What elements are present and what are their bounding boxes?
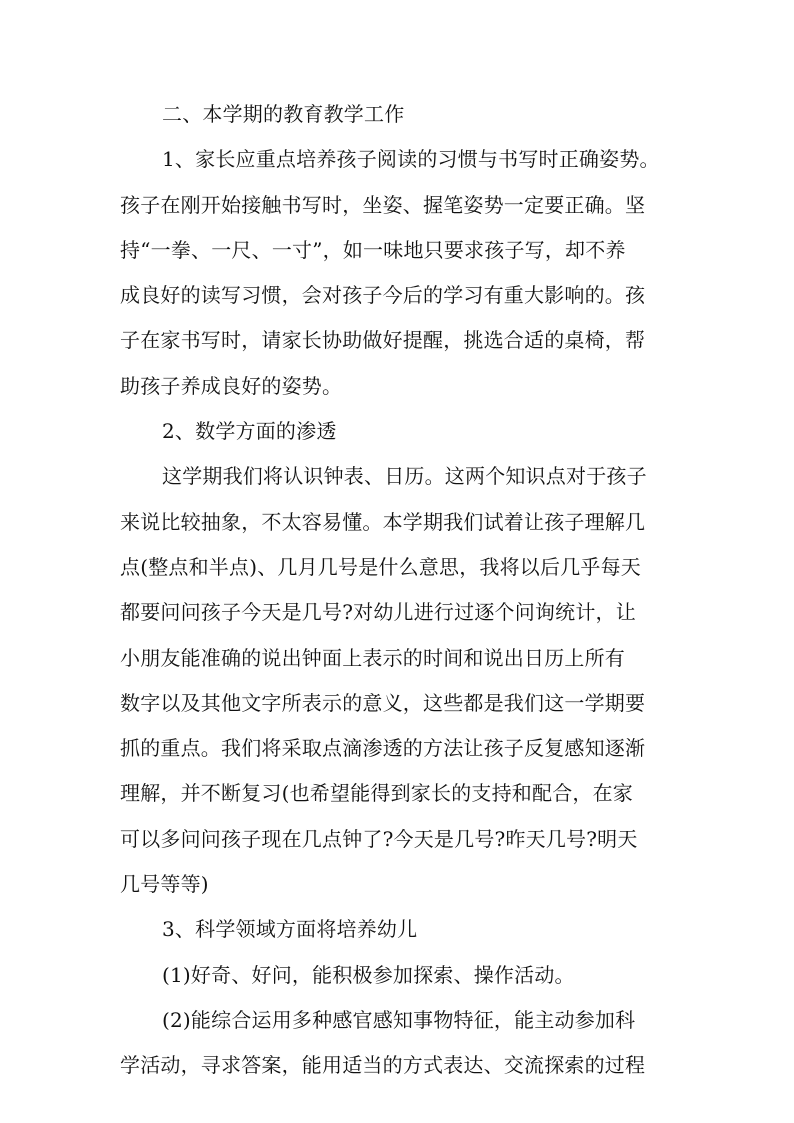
document-line: 2、数学方面的渗透: [162, 419, 337, 444]
document-line: 理解，并不断复习(也希望能得到家长的支持和配合，在家: [120, 781, 634, 806]
document-line: 抓的重点。我们将采取点滴渗透的方法让孩子反复感知逐渐: [120, 736, 646, 761]
document-line: 小朋友能准确的说出钟面上表示的时间和说出日历上所有: [120, 645, 625, 670]
document-line: (2)能综合运用多种感官感知事物特征，能主动参加科: [162, 1007, 636, 1032]
document-line: 学活动，寻求答案，能用适当的方式表达、交流探索的过程: [120, 1053, 646, 1078]
document-line: 点(整点和半点)、几月几号是什么意思，我将以后几乎每天: [120, 554, 642, 579]
document-line: 1、家长应重点培养孩子阅读的习惯与书写时正确姿势。: [162, 147, 660, 172]
document-body: [120, 92, 680, 1089]
document-line: 孩子在刚开始接触书写时，坐姿、握笔姿势一定要正确。坚: [120, 192, 646, 217]
document-line: 二、本学期的教育教学工作: [162, 102, 405, 126]
document-line: 成良好的读写习惯，会对孩子今后的学习有重大影响的。孩: [120, 283, 646, 308]
document-line: 来说比较抽象，不太容易懂。本学期我们试着让孩子理解几: [120, 509, 646, 534]
document-line: (1)好奇、好问，能积极参加探索、操作活动。: [162, 962, 575, 987]
document-line: 持“一拳、一尺、一寸”，如一味地只要求孩子写，却不养: [120, 237, 626, 262]
document-line: 助孩子养成良好的姿势。: [120, 373, 343, 398]
document-line: 3、科学领域方面将培养幼儿: [162, 917, 418, 942]
document-line: 几号等等): [120, 872, 209, 897]
document-line: 可以多问问孩子现在几点钟了?今天是几号?昨天几号?明天: [120, 826, 638, 851]
document-line: 这学期我们将认识钟表、日历。这两个知识点对于孩子: [162, 464, 647, 489]
document-line: 数字以及其他文字所表示的意义，这些都是我们这一学期要: [120, 690, 646, 715]
document-line: 都要问问孩子今天是几号?对幼儿进行过逐个问询统计，让: [120, 600, 636, 625]
document-line: 子在家书写时，请家长协助做好提醒，挑选合适的桌椅，帮: [120, 328, 646, 353]
